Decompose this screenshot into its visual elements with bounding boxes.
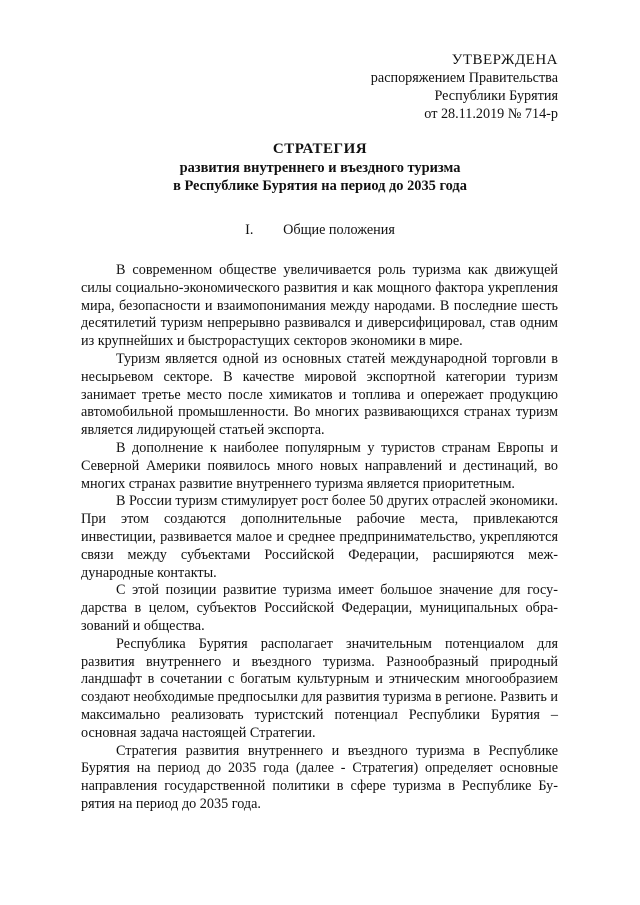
paragraph: В современном обществе увеличивается роль туризма как движущей силы социально-экономического развития и как мощного фактора укрепления мира, безопасности и взаимопонимания между народами. В последние шесть десятилетий туризм непрерывно развивался и диверсифицировал, став одним из крупнейших и быстрорастущих секторов экономики в мире. (81, 262, 558, 350)
paragraph: Республика Бурятия располагает значительным потенциалом для развития внутреннего и въездного туризма. Разнообразный природный ландшафт в сочетании с богатым культурным и этническим многообразием создают необходимые предпосылки для развития туризма в регионе. Развить и максимально реализовать туристский потенциал Республики Бурятия – основная задача настоящей Стратегии. (81, 635, 558, 741)
paragraph: Стратегия развития внутреннего и въездного туризма в Республике Бурятия на период до 2035 года (далее - Стратегия) определяет основные направления государственной политики в сфере туризма в Республике Бурятия на период до 2035 года. (81, 742, 558, 812)
approval-stamp (371, 51, 558, 123)
section-title: Общие положения (283, 222, 395, 238)
title-line-2: развития внутреннего и въездного туризма (179, 159, 461, 176)
document-body (81, 262, 558, 814)
title-line-3: в Республике Бурятия на период до 2035 года (173, 178, 467, 194)
approval-issuer: распоряжением Правительства (370, 70, 558, 86)
paragraph: С этой позиции развитие туризма имеет большое значение для государства в целом, субъектов Российской Федерации, муниципальных образований и общества. (81, 582, 558, 634)
document-title (0, 140, 640, 196)
title-line-1: СТРАТЕГИЯ (272, 141, 368, 157)
approval-region: Республики Бурятия (434, 88, 558, 104)
paragraph: Туризм является одной из основных статей международной торговли в несырьевом секторе. В качестве мировой экспортной категории туризм занимает третье место после химикатов и топлива и опережает продукцию автомобильной промышленности. Во многих развивающихся странах туризм является лидирующей статьей экспорта. (81, 350, 558, 439)
approval-date-number: от 28.11.2019 № 714-р (424, 106, 558, 122)
section-heading (0, 222, 640, 240)
approval-status: УТВЕРЖДЕНА (451, 52, 558, 68)
paragraph: В дополнение к наиболее популярным у туристов странам Европы и Северной Америки появилось много новых направлений и дестинаций, во многих странах развитие внутреннего туризма является приоритетным. (81, 439, 558, 492)
section-number: I. (245, 222, 254, 238)
paragraph: В России туризм стимулирует рост более 50 других отраслей экономики. При этом создаются дополнительные рабочие места, привлекаются инвестиции, развивается малое и среднее предпринимательство, укрепляются связи между субъектами Российской Федерации, расширяются международные контакты. (81, 493, 558, 581)
